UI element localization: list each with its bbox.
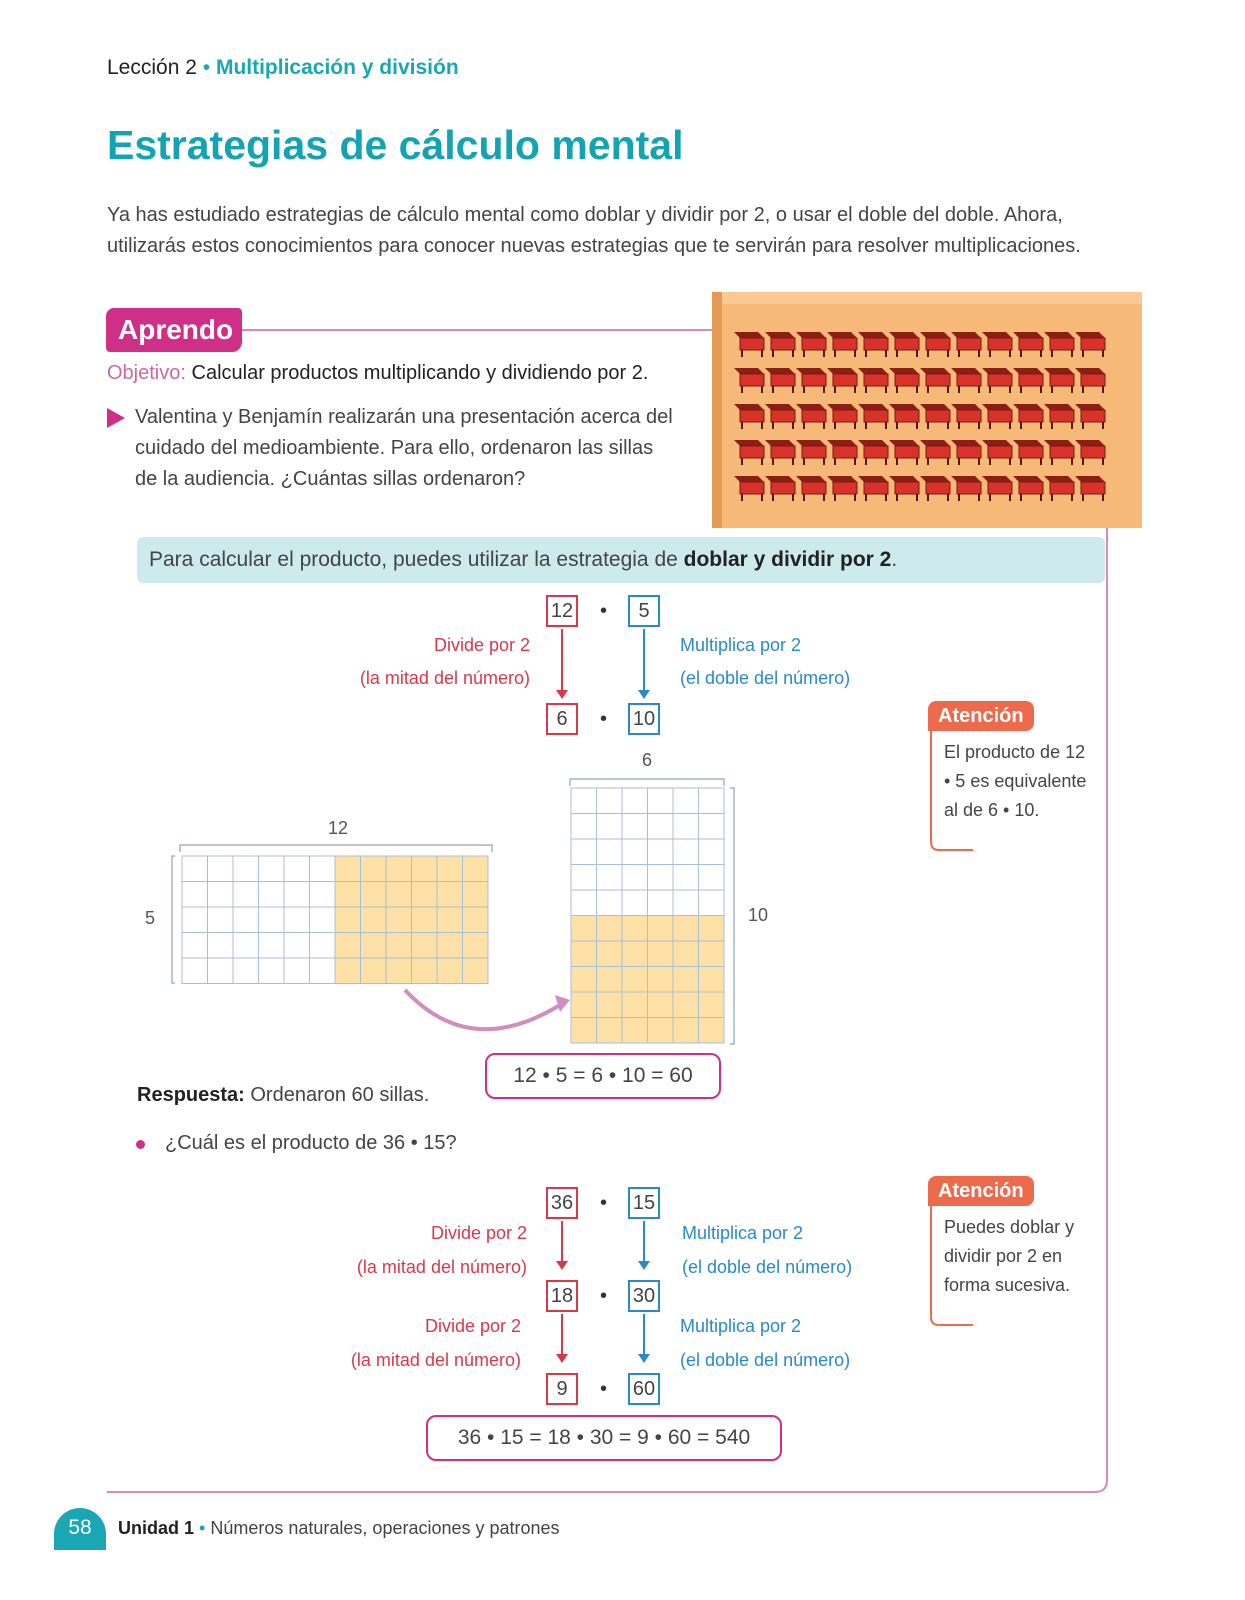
lesson-label: Lección 2 <box>107 56 197 79</box>
ex2-box-60: 60 <box>628 1373 660 1405</box>
grid2-height-label: 10 <box>748 905 769 925</box>
equation-2: 36 • 15 = 18 • 30 = 9 • 60 = 540 <box>426 1415 782 1461</box>
ex2-box-30: 30 <box>628 1280 660 1312</box>
intro-paragraph: Ya has estudiado estrategias de cálculo mental como doblar y dividir por 2, o usar el doble del doble. Ahora, utilizarás estos conocimientos para conocer nuevas estrategias que te servirán para resolver multiplicaciones. <box>107 204 1081 257</box>
ex2-dot-1: • <box>600 1192 608 1214</box>
grid2-width-label: 6 <box>642 750 653 770</box>
footer-unit: Unidad 1 <box>118 1518 195 1538</box>
page-title: Estrategias de cálculo mental <box>107 122 684 168</box>
ex1-divide-label: Divide por 2 <box>433 635 530 655</box>
ex2-box-9: 9 <box>546 1373 578 1405</box>
ex2-divide-label-2: Divide por 2 <box>424 1316 521 1336</box>
strategy-text: Para calcular el producto, puedes utilizar la estrategia de <box>149 548 684 571</box>
grid1-width-label: 12 <box>328 818 349 838</box>
answer-text: Ordenaron 60 sillas. <box>250 1084 430 1106</box>
ex2-divide-sub-1: (la mitad del número) <box>356 1257 527 1277</box>
atencion-tag-1: Atención <box>928 701 1034 731</box>
footer-unit-title: Números naturales, operaciones y patrones <box>210 1518 560 1538</box>
objective-label: Objetivo: <box>107 362 186 384</box>
ex1-multiply-sub: (el doble del número) <box>680 668 851 688</box>
ex2-box-15: 15 <box>628 1187 660 1219</box>
header-separator: • <box>202 56 211 79</box>
ex2-box-36: 36 <box>546 1187 578 1219</box>
ex2-multiply-label-1: Multiplica por 2 <box>682 1223 804 1243</box>
ex2-dot-3: • <box>600 1378 608 1400</box>
ex1-box-5: 5 <box>628 595 660 627</box>
aprendo-tag: Aprendo <box>106 308 242 352</box>
ex1-multiply-label: Multiplica por 2 <box>680 635 802 655</box>
equation-1: 12 • 5 = 6 • 10 = 60 <box>485 1053 721 1099</box>
ex1-divide-sub: (la mitad del número) <box>359 668 530 688</box>
ex2-multiply-sub-1: (el doble del número) <box>682 1257 853 1277</box>
ex2-divide-sub-2: (la mitad del número) <box>350 1350 521 1370</box>
footer <box>118 1518 560 1539</box>
ex1-dot-2: • <box>600 708 608 730</box>
lesson-topic: Multiplicación y división <box>215 56 459 79</box>
ex2-dot-2: • <box>600 1285 608 1307</box>
ex2-multiply-label-2: Multiplica por 2 <box>680 1316 802 1336</box>
answer-label: Respuesta: <box>137 1084 245 1106</box>
ex1-box-10: 10 <box>628 703 660 735</box>
objective-text: Calcular productos multiplicando y dividiendo por 2. <box>191 362 649 384</box>
grid1-height-label: 5 <box>145 908 156 928</box>
footer-separator: • <box>199 1518 206 1538</box>
strategy-end: . <box>891 548 898 571</box>
ex2-divide-label-1: Divide por 2 <box>430 1223 527 1243</box>
ex2-multiply-sub-2: (el doble del número) <box>680 1350 851 1370</box>
atencion-text-2: Puedes doblar y dividir por 2 en forma sucesiva. <box>944 1217 1075 1295</box>
atencion-text-1: El producto de 12 • 5 es equivalente al de 6 • 10. <box>944 742 1087 820</box>
ex1-box-6: 6 <box>546 703 578 735</box>
page-number: 58 <box>54 1508 106 1550</box>
strategy-bold: doblar y dividir por 2 <box>683 548 892 571</box>
atencion-tag-2: Atención <box>928 1176 1034 1206</box>
problem-text: Valentina y Benjamín realizarán una presentación acerca del cuidado del medioambiente. Para ello, ordenaron las sillas de la audiencia. ¿Cuántas sillas ordenaron? <box>135 406 673 490</box>
ex2-box-18: 18 <box>546 1280 578 1312</box>
question-2: ¿Cuál es el producto de 36 • 15? <box>165 1132 457 1154</box>
ex1-box-12: 12 <box>546 595 578 627</box>
ex1-dot-1: • <box>600 600 608 622</box>
